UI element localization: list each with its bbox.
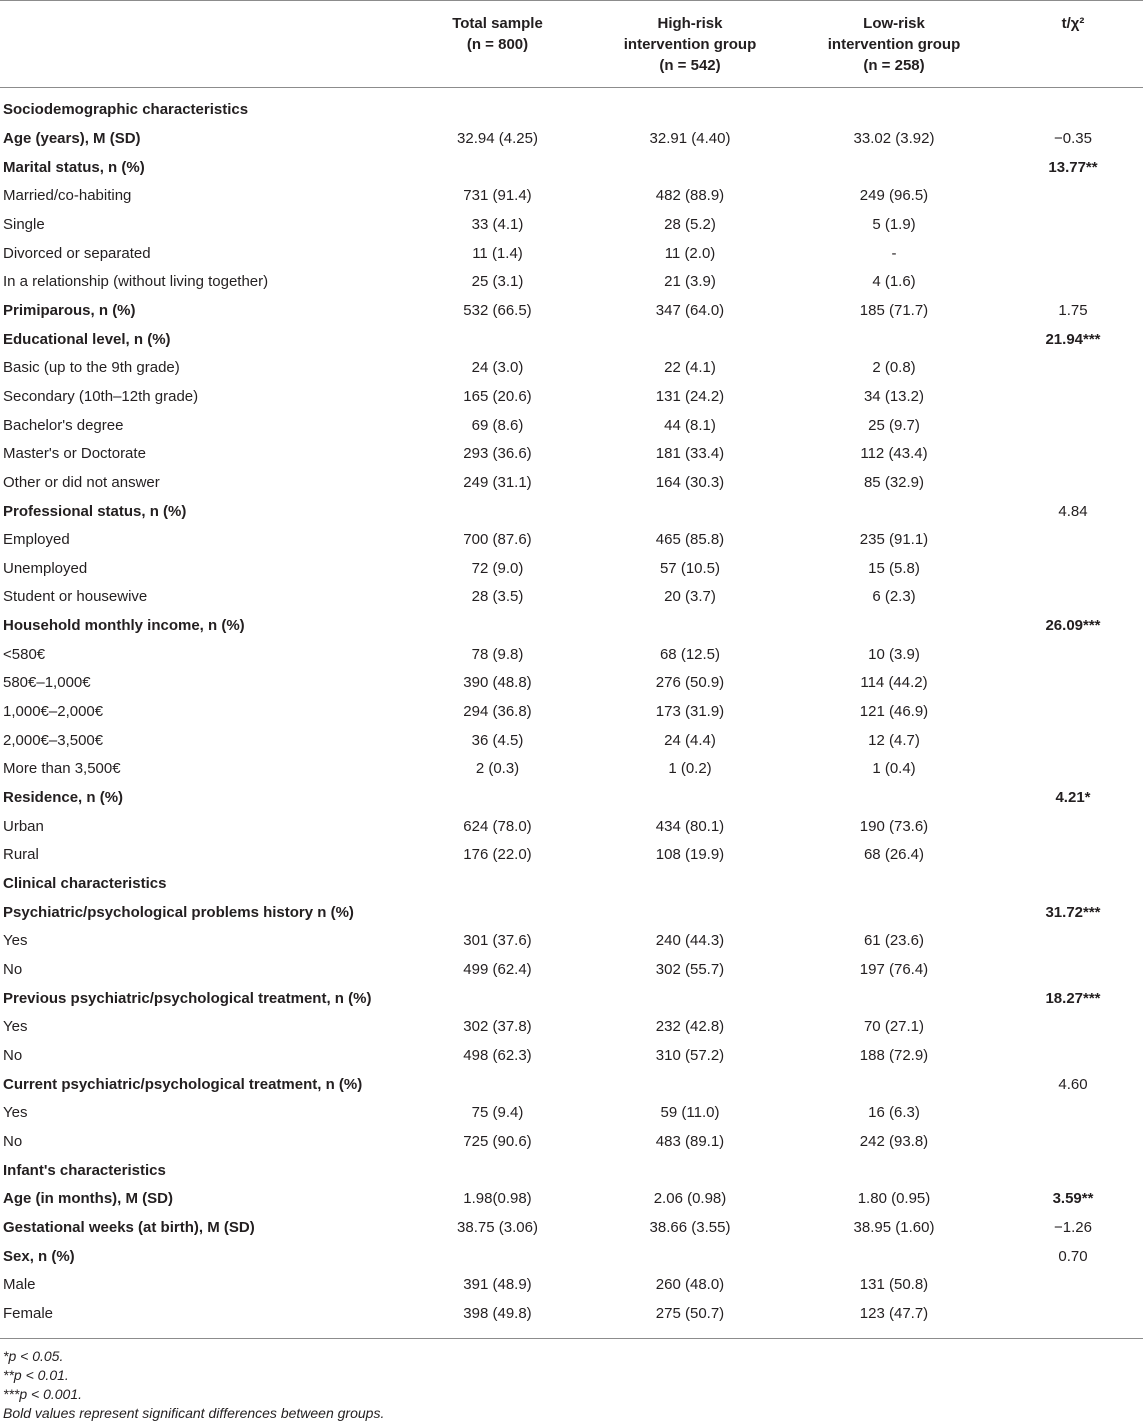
- cell-low-risk: 33.02 (3.92): [853, 129, 935, 147]
- table-row: [0, 354, 1143, 383]
- row-label: Gestational weeks (at birth), M (SD): [3, 1218, 255, 1236]
- row-label: 2,000€–3,500€: [3, 731, 104, 749]
- cell-low-risk: [785, 870, 1003, 899]
- cell-test-statistic: 31.72***: [1045, 903, 1101, 921]
- header-line: t/χ²: [1061, 15, 1085, 32]
- cell-low-risk: 70 (27.1): [863, 1018, 925, 1036]
- cell-low-risk: [785, 784, 1003, 813]
- table-row: [0, 669, 1143, 698]
- cell-low-risk: [785, 984, 1003, 1013]
- cell-test-statistic: [1003, 411, 1143, 440]
- cell-total-sample: 36 (4.5): [471, 731, 524, 749]
- cell-test-statistic: 4.60: [1058, 1075, 1088, 1093]
- footnote: **p < 0.01.: [3, 1367, 69, 1384]
- cell-total-sample: [400, 612, 595, 641]
- row-label: Secondary (10th–12th grade): [3, 387, 199, 405]
- row-label: Marital status, n (%): [3, 158, 145, 176]
- cell-low-risk: 121 (46.9): [859, 703, 929, 721]
- cell-test-statistic: [1003, 383, 1143, 412]
- cell-test-statistic: 13.77**: [1048, 158, 1098, 176]
- footnote: Bold values represent significant differences between groups.: [3, 1405, 385, 1422]
- cell-high-risk: 38.66 (3.55): [649, 1218, 731, 1236]
- cell-low-risk: 1.80 (0.95): [857, 1190, 931, 1208]
- cell-low-risk: [785, 88, 1003, 125]
- cell-high-risk: 302 (55.7): [655, 961, 725, 979]
- cell-test-statistic: 4.84: [1058, 502, 1088, 520]
- cell-test-statistic: 1.75: [1058, 301, 1088, 319]
- table-row: [0, 1042, 1143, 1071]
- cell-high-risk: 28 (5.2): [664, 215, 716, 233]
- header-line: High-risk: [657, 15, 723, 32]
- row-label: Sociodemographic characteristics: [3, 101, 249, 119]
- cell-test-statistic: [1003, 88, 1143, 125]
- table-row: [0, 583, 1143, 612]
- cell-total-sample: 2 (0.3): [475, 760, 520, 778]
- cell-total-sample: [400, 88, 595, 125]
- cell-low-risk: 112 (43.4): [860, 445, 928, 463]
- table-row: [0, 841, 1143, 870]
- table-body: [0, 88, 1143, 1339]
- row-label: Sex, n (%): [3, 1247, 75, 1265]
- cell-total-sample: [400, 1156, 595, 1185]
- cell-low-risk: 25 (9.7): [868, 416, 920, 434]
- cell-test-statistic: [1003, 469, 1143, 498]
- cell-high-risk: 482 (88.9): [655, 187, 725, 205]
- cell-total-sample: 33 (4.1): [471, 215, 524, 233]
- cell-test-statistic: [1003, 726, 1143, 755]
- cell-high-risk: [595, 898, 785, 927]
- table-row: [0, 268, 1143, 297]
- cell-low-risk: 197 (76.4): [859, 961, 929, 979]
- table-row: [0, 1099, 1143, 1128]
- cell-total-sample: 249 (31.1): [463, 473, 532, 491]
- cell-test-statistic: [1003, 1271, 1143, 1300]
- table-row: [0, 1128, 1143, 1157]
- table-row: [0, 1271, 1143, 1300]
- table-row: [0, 125, 1143, 154]
- cell-high-risk: 276 (50.9): [655, 674, 725, 692]
- cell-total-sample: 301 (37.6): [463, 932, 532, 950]
- cell-high-risk: [595, 153, 785, 182]
- cell-high-risk: [595, 784, 785, 813]
- cell-test-statistic: [1003, 1128, 1143, 1157]
- cell-low-risk: 242 (93.8): [859, 1132, 929, 1150]
- row-label: Yes: [3, 1104, 28, 1122]
- table-row: [0, 469, 1143, 498]
- cell-test-statistic: [1003, 1013, 1143, 1042]
- cell-test-statistic: 0.70: [1058, 1247, 1088, 1265]
- row-label: Infant's characteristics: [3, 1161, 166, 1179]
- table-row: [0, 1185, 1143, 1214]
- header-test-statistic: [1003, 1, 1143, 88]
- cell-low-risk: [785, 1070, 1003, 1099]
- cell-total-sample: [400, 325, 595, 354]
- cell-total-sample: 390 (48.8): [463, 674, 532, 692]
- table-row: [0, 812, 1143, 841]
- row-label: Yes: [3, 1018, 28, 1036]
- table-row: [0, 182, 1143, 211]
- cell-low-risk: [785, 612, 1003, 641]
- row-label: <580€: [3, 645, 46, 663]
- footnote: *p < 0.05.: [3, 1348, 64, 1365]
- cell-total-sample: 1.98(0.98): [463, 1190, 532, 1208]
- header-line: Total sample: [452, 15, 543, 32]
- table-row: [0, 1242, 1143, 1271]
- row-label: No: [3, 961, 23, 979]
- cell-test-statistic: [1003, 354, 1143, 383]
- cell-test-statistic: 4.21*: [1055, 789, 1091, 807]
- cell-high-risk: 11 (2.0): [664, 244, 716, 262]
- row-label: Employed: [3, 531, 70, 549]
- cell-low-risk: 114 (44.2): [860, 674, 928, 692]
- row-label: Current psychiatric/psychological treatment, n (%): [3, 1075, 363, 1093]
- row-label: Other or did not answer: [3, 473, 160, 491]
- table-row: [0, 1214, 1143, 1243]
- table-row: [0, 956, 1143, 985]
- cell-high-risk: 1 (0.2): [668, 760, 712, 778]
- cell-low-risk: 4 (1.6): [872, 273, 916, 291]
- cell-high-risk: 2.06 (0.98): [653, 1190, 727, 1208]
- cell-total-sample: [400, 1242, 595, 1271]
- section-row: [0, 88, 1143, 125]
- cell-test-statistic: [1003, 870, 1143, 899]
- cell-low-risk: 61 (23.6): [863, 932, 925, 950]
- cell-total-sample: 69 (8.6): [471, 416, 524, 434]
- header-line: (n = 258): [863, 57, 925, 74]
- cell-high-risk: 465 (85.8): [655, 531, 725, 549]
- section-row: [0, 1156, 1143, 1185]
- cell-high-risk: 108 (19.9): [655, 846, 725, 864]
- cell-high-risk: 275 (50.7): [595, 1300, 785, 1339]
- cell-total-sample: 700 (87.6): [463, 531, 532, 549]
- cell-high-risk: 21 (3.9): [664, 273, 716, 291]
- header-label-column: [0, 1, 400, 88]
- table-row: [0, 211, 1143, 240]
- section-row: [0, 870, 1143, 899]
- cell-test-statistic: −0.35: [1054, 129, 1092, 147]
- row-label: Basic (up to the 9th grade): [3, 359, 180, 377]
- cell-total-sample: 32.94 (4.25): [457, 129, 538, 147]
- cell-high-risk: 310 (57.2): [655, 1046, 725, 1064]
- row-label: Previous psychiatric/psychological treatment, n (%): [3, 989, 372, 1007]
- cell-high-risk: 434 (80.1): [655, 817, 725, 835]
- cell-total-sample: [400, 153, 595, 182]
- row-label: Age (in months), M (SD): [3, 1190, 173, 1208]
- header-line: intervention group: [623, 36, 757, 53]
- cell-high-risk: 68 (12.5): [659, 645, 721, 663]
- row-label: 1,000€–2,000€: [3, 703, 104, 721]
- cell-low-risk: 6 (2.3): [872, 588, 916, 606]
- table-row: [0, 726, 1143, 755]
- cell-high-risk: 483 (89.1): [655, 1132, 725, 1150]
- cell-low-risk: -: [891, 244, 897, 262]
- row-label: Male: [3, 1276, 36, 1294]
- cell-test-statistic: [1003, 239, 1143, 268]
- cell-high-risk: 181 (33.4): [655, 445, 725, 463]
- cell-total-sample: 72 (9.0): [471, 559, 524, 577]
- cell-test-statistic: [1003, 1042, 1143, 1071]
- cell-high-risk: [595, 1070, 785, 1099]
- table-row: [0, 755, 1143, 784]
- cell-test-statistic: 21.94***: [1045, 330, 1101, 348]
- table-row: [0, 239, 1143, 268]
- table-row: [0, 612, 1143, 641]
- cell-high-risk: 57 (10.5): [659, 559, 721, 577]
- cell-test-statistic: [1003, 268, 1143, 297]
- cell-high-risk: 24 (4.4): [664, 731, 716, 749]
- header-line: Low-risk: [863, 15, 925, 32]
- cell-high-risk: 164 (30.3): [655, 473, 725, 491]
- cell-total-sample: 532 (66.5): [463, 301, 532, 319]
- row-label: Master's or Doctorate: [3, 445, 146, 463]
- row-label: Married/co-habiting: [3, 187, 132, 205]
- row-label: Divorced or separated: [3, 244, 151, 262]
- cell-total-sample: 624 (78.0): [463, 817, 532, 835]
- cell-test-statistic: [1003, 583, 1143, 612]
- cell-low-risk: 5 (1.9): [872, 215, 916, 233]
- table-row: [0, 1070, 1143, 1099]
- cell-total-sample: 731 (91.4): [463, 187, 532, 205]
- cell-total-sample: 725 (90.6): [463, 1132, 532, 1150]
- cell-test-statistic: [1003, 755, 1143, 784]
- cell-high-risk: [595, 325, 785, 354]
- cell-total-sample: 11 (1.4): [472, 244, 523, 262]
- cell-low-risk: 185 (71.7): [859, 301, 929, 319]
- cell-low-risk: 123 (47.7): [785, 1300, 1003, 1339]
- cell-high-risk: 240 (44.3): [655, 932, 725, 950]
- cell-test-statistic: [1003, 211, 1143, 240]
- cell-test-statistic: [1003, 640, 1143, 669]
- cell-low-risk: 249 (96.5): [859, 187, 929, 205]
- row-label: Female: [0, 1300, 400, 1339]
- table-row: [0, 1300, 1143, 1339]
- cell-test-statistic: [1003, 956, 1143, 985]
- table-row: [0, 411, 1143, 440]
- row-label: Yes: [3, 932, 28, 950]
- cell-test-statistic: 18.27***: [1045, 989, 1101, 1007]
- cell-test-statistic: [1003, 698, 1143, 727]
- row-label: Urban: [3, 817, 44, 835]
- table-row: [0, 297, 1143, 326]
- table-row: [0, 497, 1143, 526]
- cell-high-risk: 347 (64.0): [655, 301, 725, 319]
- cell-low-risk: 68 (26.4): [863, 846, 925, 864]
- cell-high-risk: 22 (4.1): [664, 359, 716, 377]
- table-row: [0, 984, 1143, 1013]
- table-row: [0, 784, 1143, 813]
- cell-total-sample: 25 (3.1): [471, 273, 524, 291]
- cell-test-statistic: [1003, 927, 1143, 956]
- cell-test-statistic: [1003, 182, 1143, 211]
- table-row: [0, 555, 1143, 584]
- cell-high-risk: 131 (24.2): [655, 387, 725, 405]
- cell-low-risk: 38.95 (1.60): [853, 1218, 935, 1236]
- cell-low-risk: 85 (32.9): [863, 473, 925, 491]
- cell-total-sample: [400, 784, 595, 813]
- cell-high-risk: [595, 984, 785, 1013]
- cell-low-risk: 235 (91.1): [859, 531, 929, 549]
- cell-low-risk: 10 (3.9): [868, 645, 920, 663]
- cell-total-sample: 398 (49.8): [400, 1300, 595, 1339]
- cell-total-sample: [400, 1070, 595, 1099]
- row-label: Psychiatric/psychological problems history n (%): [3, 903, 354, 921]
- cell-high-risk: 20 (3.7): [664, 588, 716, 606]
- table-row: [0, 898, 1143, 927]
- row-label: More than 3,500€: [3, 760, 121, 778]
- cell-test-statistic: [1003, 1300, 1143, 1339]
- cell-low-risk: 16 (6.3): [868, 1104, 920, 1122]
- table-row: [0, 640, 1143, 669]
- row-label: Student or housewive: [3, 588, 148, 606]
- row-label: Unemployed: [3, 559, 88, 577]
- row-label: Household monthly income, n (%): [3, 617, 245, 635]
- row-label: Educational level, n (%): [3, 330, 171, 348]
- cell-high-risk: [595, 497, 785, 526]
- cell-test-statistic: [1003, 1156, 1143, 1185]
- table-row: [0, 698, 1143, 727]
- cell-high-risk: 232 (42.8): [655, 1018, 725, 1036]
- header-line: (n = 800): [466, 36, 529, 53]
- footnote: ***p < 0.001.: [3, 1386, 83, 1403]
- cell-high-risk: 260 (48.0): [655, 1276, 725, 1294]
- table-row: [0, 526, 1143, 555]
- cell-total-sample: 24 (3.0): [471, 359, 524, 377]
- cell-test-statistic: [1003, 669, 1143, 698]
- row-label: Professional status, n (%): [3, 502, 187, 520]
- cell-low-risk: 1 (0.4): [872, 760, 916, 778]
- cell-total-sample: 165 (20.6): [463, 387, 532, 405]
- header-total-sample: [400, 1, 595, 88]
- cell-low-risk: [785, 153, 1003, 182]
- row-label: Rural: [3, 846, 39, 864]
- header-low-risk: [785, 1, 1003, 88]
- cell-high-risk: 59 (11.0): [660, 1104, 720, 1122]
- cell-test-statistic: 26.09***: [1045, 617, 1101, 635]
- table-row: [0, 153, 1143, 182]
- cell-total-sample: 28 (3.5): [471, 588, 524, 606]
- cell-total-sample: [400, 984, 595, 1013]
- cell-test-statistic: [1003, 812, 1143, 841]
- cell-high-risk: 32.91 (4.40): [649, 129, 731, 147]
- table-row: [0, 325, 1143, 354]
- cell-test-statistic: [1003, 841, 1143, 870]
- cell-low-risk: 34 (13.2): [863, 387, 925, 405]
- cell-high-risk: [595, 1156, 785, 1185]
- cell-total-sample: 293 (36.6): [463, 445, 532, 463]
- cell-total-sample: 498 (62.3): [463, 1046, 532, 1064]
- cell-total-sample: [400, 497, 595, 526]
- cell-total-sample: 176 (22.0): [463, 846, 532, 864]
- cell-total-sample: 78 (9.8): [471, 645, 524, 663]
- cell-low-risk: 15 (5.8): [868, 559, 920, 577]
- cell-test-statistic: [1003, 1099, 1143, 1128]
- cell-low-risk: 2 (0.8): [872, 359, 916, 377]
- header-line: intervention group: [827, 36, 961, 53]
- cell-total-sample: 391 (48.9): [463, 1276, 532, 1294]
- cell-high-risk: [595, 612, 785, 641]
- cell-high-risk: [595, 1242, 785, 1271]
- cell-low-risk: 190 (73.6): [859, 817, 929, 835]
- cell-low-risk: [785, 898, 1003, 927]
- row-label: Clinical characteristics: [3, 875, 167, 893]
- row-label: Age (years), M (SD): [3, 129, 141, 147]
- table-row: [0, 927, 1143, 956]
- cell-low-risk: [785, 325, 1003, 354]
- header-line: (n = 542): [659, 57, 721, 74]
- row-label: No: [3, 1132, 23, 1150]
- cell-test-statistic: [1003, 526, 1143, 555]
- cell-test-statistic: 3.59**: [1052, 1190, 1094, 1208]
- cell-low-risk: 12 (4.7): [868, 731, 920, 749]
- cell-low-risk: [785, 1156, 1003, 1185]
- row-label: No: [3, 1046, 23, 1064]
- row-label: Bachelor's degree: [3, 416, 124, 434]
- cell-low-risk: 131 (50.8): [859, 1276, 929, 1294]
- cell-high-risk: 173 (31.9): [655, 703, 725, 721]
- cell-total-sample: 499 (62.4): [463, 961, 532, 979]
- cell-total-sample: 75 (9.4): [471, 1104, 524, 1122]
- row-label: In a relationship (without living together): [3, 273, 269, 291]
- cell-total-sample: [400, 898, 595, 927]
- cell-total-sample: 294 (36.8): [463, 703, 532, 721]
- cell-test-statistic: −1.26: [1054, 1218, 1092, 1236]
- cell-total-sample: 302 (37.8): [463, 1018, 532, 1036]
- cell-low-risk: 188 (72.9): [859, 1046, 929, 1064]
- table-header-row: [0, 1, 1143, 88]
- row-label: Primiparous, n (%): [3, 301, 136, 319]
- cell-high-risk: 44 (8.1): [664, 416, 716, 434]
- header-high-risk: [595, 1, 785, 88]
- table-row: [0, 440, 1143, 469]
- cell-high-risk: [595, 870, 785, 899]
- row-label: 580€–1,000€: [3, 674, 91, 692]
- row-label: Single: [3, 215, 45, 233]
- table-footnotes: [0, 1339, 1143, 1423]
- cell-low-risk: [785, 1242, 1003, 1271]
- cell-test-statistic: [1003, 555, 1143, 584]
- row-label: Residence, n (%): [3, 789, 124, 807]
- table-row: [0, 1013, 1143, 1042]
- cell-total-sample: [400, 870, 595, 899]
- cell-total-sample: 38.75 (3.06): [457, 1218, 538, 1236]
- cell-high-risk: [595, 88, 785, 125]
- cell-low-risk: [785, 497, 1003, 526]
- cell-test-statistic: [1003, 440, 1143, 469]
- table-row: [0, 383, 1143, 412]
